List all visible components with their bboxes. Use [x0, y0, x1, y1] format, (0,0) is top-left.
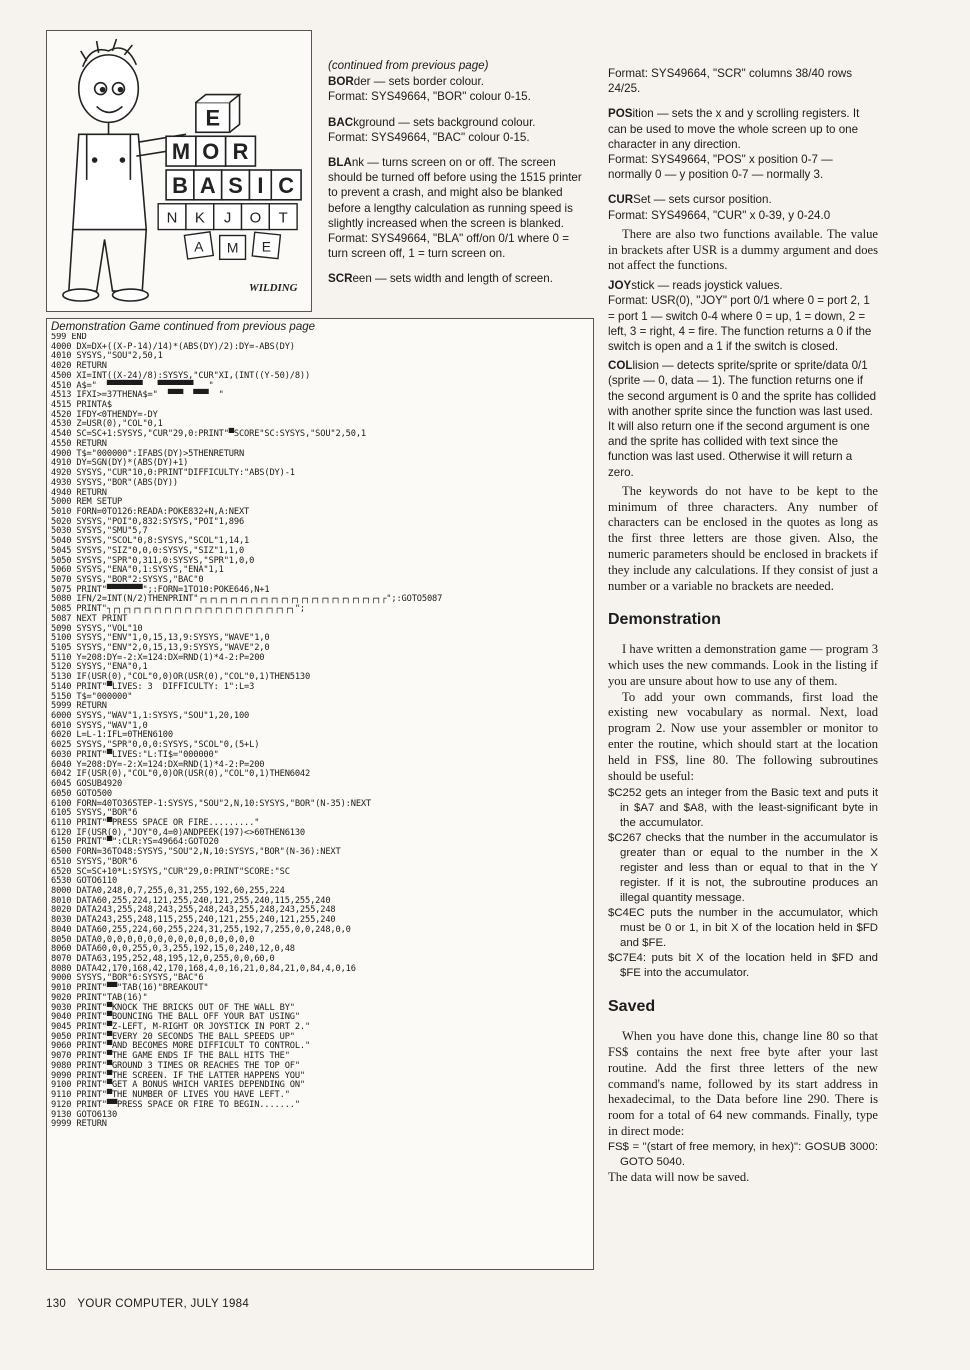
listing-line: 5150 T$="000000": [51, 691, 133, 702]
listing-line: 5050 SYSYS,"SPR"0,311,0:SYSYS,"SPR"1,0,0: [51, 555, 255, 566]
keyword-rest: een: [352, 272, 372, 286]
keyword-entry-background: [328, 115, 592, 145]
block-row3-letter: N: [166, 210, 178, 227]
keyword-entry-position: [608, 106, 878, 182]
listing-line: 8070 DATA63,195,252,48,195,12,0,255,0,0,60,0: [51, 954, 275, 964]
listing-line: 6025 SYSYS,"SPR"0,0,0:SYSYS,"SCOL"0,(5+L): [51, 740, 260, 751]
block-row2-letter: A: [199, 172, 216, 198]
boy-with-blocks-drawing: [47, 31, 311, 311]
listing-line: 5087 NEXT PRINT: [51, 613, 128, 624]
keyword-format: Format: SYS49664, "BOR" colour 0-15.: [328, 90, 531, 104]
listing-line: 5020 SYSYS,"POI"0,832:SYSYS,"POI"1,896: [51, 516, 245, 527]
listing-line: 4520 IFDY<0THENDY=-DY: [51, 409, 158, 420]
listing-line: 5060 SYSYS,"ENA"0,1:SYSYS,"ENA"1,1: [51, 565, 224, 576]
listing-line: 4010 SYSYS,"SOU"2,50,1: [51, 351, 163, 362]
listing-line: 9040 PRINT"▀BOUNCING THE BALL OFF YOUR BAT USING": [51, 1012, 300, 1023]
listing-line: 5999 RETURN: [51, 701, 107, 712]
listing-line: 5085 PRINT"┐┌┐┌┐┌┐┌┐┌┐┌┐┌┐┌┐┌┐┌┐┌┐┌┐┌┐┌┐┌┐┌┐┌┐┌┐";: [51, 604, 306, 615]
listing-line: 8030 DATA243,255,248,115,255,240,121,255,240,121,255,240: [51, 915, 336, 926]
keyword-entry-joystick: [608, 278, 878, 354]
body-text: When you have done this, change line 80 so that FS$ contains the next free byte after your last routine. Add the first three letters of the new command's name, followed by its start address in hexadecimal, to the Data before line 290. There is room for a total of 64 new commands. Finally, type in direct mode:: [608, 1029, 878, 1138]
listing-line: 4920 SYSYS,"CUR"10,0:PRINT"DIFFICULTY:"ABS(DY)-1: [51, 468, 295, 479]
keyword-entry-border: [328, 74, 592, 104]
listing-line: 8020 DATA243,255,248,243,255,248,243,255,248,243,255,248: [51, 905, 336, 916]
body-text: To add your own commands, first load the existing new vocabulary as normal. Next, load program 2. Now use your assembler or monitor to enter the routine, which should start at the location held in FS$, line 80. The following subroutines should be useful:: [608, 689, 878, 783]
listing-line: 5000 REM SETUP: [51, 497, 123, 508]
subroutine-item: $C4EC puts the number in the accumulator, which must be 0 or 1, in bit X of the location held in $FD and $FE.: [608, 907, 878, 950]
keyword-rest: kground: [353, 115, 396, 129]
listing-line: 4540 SC=SC+1:SYSYS,"CUR"29,0:PRINT"▀SCORE"SC:SYSYS,"SOU"2,50,1: [51, 429, 366, 440]
listing-line: 9020 PRINT"TAB(16)": [51, 992, 148, 1003]
article-body: [608, 484, 878, 1186]
listing-line: 6105 SYSYS,"BOR"6: [51, 808, 138, 819]
listing-line: 6530 GOTO6110: [51, 876, 118, 887]
listing-line: 4000 DX=DX+((X-P-14)/14)*(ABS(DY)/2):DY=-ABS(DY): [51, 341, 295, 352]
block-row1-letter: R: [232, 139, 249, 165]
listing-line: 8050 DATA0,0,0,0,0,0,0,0,0,0,0,0,0,0,0,0: [51, 934, 255, 945]
listing-line: 8080 DATA42,170,168,42,170,168,4,0,16,21,0,84,21,0,84,4,0,16: [51, 963, 356, 974]
listing-line: 5045 SYSYS,"SIZ"0,0,0:SYSYS,"SIZ"1,1,0: [51, 545, 245, 556]
listing-line: 9090 PRINT"▀THE SCREEN. IF THE LATTER HAPPENS YOU": [51, 1070, 306, 1081]
listing-line: 6120 IF(USR(0),"JOY"0,4=0)ANDPEEK(197)<>60THEN6130: [51, 827, 306, 838]
keyword: BAC: [328, 115, 354, 129]
keyword-description: — reads joystick values.: [654, 279, 783, 293]
page-footer: [46, 1298, 257, 1310]
code-snippet: FS$ = "(start of free memory, in hex)": GOSUB 3000: GOTO 5040.: [608, 1140, 878, 1168]
listing-line: 9120 PRINT"▀▀PRESS SPACE OR FIRE TO BEGIN.......": [51, 1099, 300, 1110]
right-column: [608, 66, 878, 1186]
keyword-description: — sets width and length of screen.: [371, 272, 553, 286]
listing-line: 6150 PRINT"▀":CLR:YS=49664:GOTO20: [51, 837, 219, 848]
listing-line: 4530 Z=USR(0),"COL"0,1: [51, 419, 163, 430]
listing-line: 5105 SYSYS,"ENV"2,0,15,13,9:SYSYS,"WAVE"2,0: [51, 643, 270, 653]
keyword: JOY: [608, 279, 632, 293]
listing-line: 5140 PRINT"▀LIVES: 3 DIFFICULTY: 1":L=3: [51, 681, 255, 692]
block-row4-letter: E: [261, 238, 271, 255]
listing-line: 6042 IF(USR(0),"COL"0,0)OR(USR(0),"COL"0,1)THEN6042: [51, 769, 311, 780]
keyword-rest: der: [353, 75, 371, 89]
listing-line: 4940 RETURN: [51, 487, 107, 498]
subroutine-item: $C252 gets an integer from the Basic text and puts it in $A7 and $A8, with the least-significant byte in the accumulator.: [608, 787, 878, 830]
keyword-description: — sets cursor position.: [650, 193, 772, 207]
listing-line: 6050 GOTO500: [51, 788, 112, 799]
screen-format: Format: SYS49664, "SCR" columns 38/40 rows 24/25.: [608, 67, 853, 96]
section-heading-demonstration: Demonstration: [608, 611, 721, 629]
listing-line: 5070 SYSYS,"BOR"2:SYSYS,"BAC"0: [51, 574, 204, 585]
listing-line: 6020 L=L-1:IFL=0THEN6100: [51, 730, 173, 741]
keyword-rest: Set: [633, 193, 651, 207]
listing-line: 5010 FORN=0TO126:READA:POKE832+N,A:NEXT: [51, 506, 250, 517]
keyword-entry-blank: [328, 155, 592, 261]
listing-line: 9100 PRINT"▀GET A BONUS WHICH VARIES DEPENDING ON": [51, 1080, 306, 1091]
listing-line: 9030 PRINT"▀KNOCK THE BRICKS OUT OF THE WALL BY": [51, 1002, 295, 1013]
listing-line: 4513 IFXI>=37THENA$=" ▀▀▀ ▀▀▀ ": [51, 390, 224, 401]
block-row3-letter: O: [249, 210, 262, 227]
keyword-rest: lision: [632, 359, 659, 373]
page-number: 130: [46, 1298, 67, 1310]
block-row2-letter: I: [257, 172, 264, 198]
keyword-description: — sets background colour.: [395, 115, 536, 129]
block-row2-letter: S: [228, 172, 243, 198]
listing-line: 9000 SYSYS,"BOR"6:SYSYS,"BAC"6: [51, 973, 204, 984]
listing-line: 6040 Y=208:DY=-2:X=124:DX=RND(1)*4-2:P=200: [51, 759, 265, 770]
listing-line: 8060 DATA60,0,0,255,0,3,255,192,15,0,240,12,0,48: [51, 944, 295, 955]
listing-line: 9110 PRINT"▀THE NUMBER OF LIVES YOU HAVE LEFT.": [51, 1090, 290, 1101]
listing-line: 6030 PRINT"▀LIVES:"L:TI$="000000": [51, 749, 219, 760]
body-text: The keywords do not have to be kept to the minimum of three characters. Any number of characters can be enclosed in the quotes as long as the first three letters are those given. Also, the numeric parameters should be enclosed in brackets if they include any calculations. If they consist of just a number or a variable no brackets are needed.: [608, 483, 878, 593]
listing-line: 6000 SYSYS,"WAV"1,1:SYSYS,"SOU"1,20,100: [51, 711, 250, 722]
listing-heading: Demonstration Game continued from previous page: [51, 321, 316, 333]
subroutine-item: $C267 checks that the number in the accumulator is greater than or equal to the number in the X register and less than or equal to that in the Y register. If it is not, the subroutine produces an illegal quantity message.: [608, 832, 878, 905]
keyword-rest: nk: [351, 156, 365, 170]
listing-line: 5080 IFN/2=INT(N/2)THENPRINT"┌┐┌┐┌┐┌┐┌┐┌┐┌┐┌┐┌┐┌┐┌┐┌┐┌┐┌┐┌┐┌┐┌┐┌┐┌";:GOTO5087: [51, 594, 443, 605]
listing-line: 6100 FORN=40TO36STEP-1:SYSYS,"SOU"2,N,10:SYSYS,"BOR"(N-35):NEXT: [51, 798, 372, 809]
block-row1-letter: O: [202, 139, 220, 165]
body-text: I have written a demonstration game — program 3 which uses the new commands. Look in the listing if you are unsure about how to use any of them.: [608, 642, 878, 688]
listing-line: 9999 RETURN: [51, 1119, 107, 1130]
listing-line: 5075 PRINT"▀▀▀▀▀▀▀";:FORN=1TO10:POKE646,N+1: [51, 584, 270, 595]
listing-line: 8040 DATA60,255,224,60,255,224,31,255,192,7,255,0,0,248,0,0: [51, 924, 351, 935]
cartoon-illustration: [46, 30, 312, 312]
keyword: BOR: [328, 75, 354, 89]
keyword-format: Format: SYS49664, "BAC" colour 0-15.: [328, 130, 530, 144]
listing-line: 5030 SYSYS,"SMU"5,7: [51, 526, 148, 537]
listing-line: 5120 SYSYS,"ENA"0,1: [51, 662, 148, 673]
listing-line: 599 END: [51, 333, 87, 342]
program-listing-box: [46, 318, 594, 1270]
keyword: BLA: [328, 156, 352, 170]
listing-line: 9070 PRINT"▀THE GAME ENDS IF THE BALL HITS THE": [51, 1051, 290, 1062]
listing-line: 4930 SYSYS,"BOR"(ABS(DY)): [51, 477, 179, 488]
listing-line: 6500 FORN=36TO48:SYSYS,"SOU"2,N,10:SYSYS,"BOR"(N-36):NEXT: [51, 847, 341, 858]
listing-line: 5110 Y=208:DY=-2:X=124:DX=RND(1)*4-2:P=200: [51, 652, 265, 663]
listing-line: 9080 PRINT"▀GROUND 3 TIMES OR REACHES THE TOP OF": [51, 1060, 300, 1071]
publication-name: YOUR COMPUTER, JULY 1984: [77, 1298, 250, 1310]
keyword-format: Format: SYS49664, "POS" x position 0-7 — normally 0 — y position 0-7 — normally 3.: [608, 153, 833, 182]
keyword-entry-curset: [608, 192, 878, 222]
listing-line: 9060 PRINT"▀AND BECOMES MORE DIFFICULT TO CONTROL.": [51, 1041, 311, 1052]
keyword-description: — sets border colour.: [370, 75, 484, 89]
keyword-rest: stick: [631, 279, 655, 293]
listing-line: 6510 SYSYS,"BOR"6: [51, 856, 138, 867]
listing-line: 6010 SYSYS,"WAV"1,0: [51, 720, 148, 731]
listing-line: 9130 GOTO6130: [51, 1109, 118, 1120]
listing-line: 8000 DATA0,248,0,7,255,0,31,255,192,60,255,224: [51, 885, 285, 896]
block-top-letter: E: [205, 105, 221, 131]
listing-line: 4910 DY=SGN(DY)*(ABS(DY)+1): [51, 458, 189, 469]
program-listing: [47, 333, 593, 1130]
body-text: There are also two functions available. The value in brackets after USR is a dummy argument and does not affect the functions.: [608, 226, 878, 273]
listing-line: 6520 SC=SC+10*L:SYSYS,"CUR"29,0:PRINT"SCORE:"SC: [51, 866, 290, 877]
keyword-format: Format: SYS49664, "BLA" off/on 0/1 where 0 = turn screen off, 1 = turn screen on.: [328, 232, 570, 261]
listing-line: 5100 SYSYS,"ENV"1,0,15,13,9:SYSYS,"WAVE"1,0: [51, 633, 270, 644]
keyword-format: Format: SYS49664, "CUR" x 0-39, y 0-24.0: [608, 208, 831, 222]
keyword-rest: ition: [632, 107, 654, 121]
listing-line: 4510 A$=" ▀▀▀▀▀▀▀ ▀▀▀▀▀▀▀ ": [51, 380, 214, 391]
keyword: CUR: [608, 193, 634, 207]
listing-line: 4515 PRINTA$: [51, 400, 112, 411]
keyword: SCR: [328, 272, 353, 286]
listing-line: 4500 XI=INT((X-24)/8):SYSYS,"CUR"XI,(INT((Y-50)/8)): [51, 370, 311, 381]
subroutine-item: $C7E4: puts bit X of the location held in $FD and $FE into the accumulator.: [608, 952, 878, 980]
keyword-entry-collision: [608, 358, 878, 480]
artist-signature: WILDING: [249, 282, 298, 295]
keyword-description: — sets the x and y scrolling registers. It can be used to move the whole screen up to one character in any direction.: [608, 107, 860, 151]
listing-line: 4900 T$="000000":IFABS(DY)>5THENRETURN: [51, 448, 245, 459]
listing-line: 5090 SYSYS,"VOL"10: [51, 623, 143, 634]
block-row3-letter: T: [278, 210, 288, 227]
listing-line: 6110 PRINT"▀PRESS SPACE OR FIRE.........": [51, 817, 260, 828]
middle-column: [328, 58, 592, 297]
keyword: COL: [608, 359, 633, 373]
keyword-description: — detects sprite/sprite or sprite/data 0/1 (sprite — 0, data — 1). The function returns one if the second argument is 0 and the sprite has collided with another sprite since the function was last used. It will also return one if the second argument is one and the sprite has collided with text since the function was last used. Otherwise it will return a zero.: [608, 359, 877, 479]
listing-line: 9050 PRINT"▀EVERY 20 SECONDS THE BALL SPEEDS UP": [51, 1031, 295, 1042]
block-row2-letter: B: [172, 172, 188, 198]
block-row2-letter: C: [278, 172, 295, 198]
block-row1-letter: M: [171, 139, 191, 165]
continued-note: (continued from previous page): [328, 59, 489, 72]
listing-line: 8010 DATA60,255,224,121,255,240,121,255,240,115,255,240: [51, 895, 331, 906]
keyword-description: — turns screen on or off. The screen should be turned off before using the 1515 printer to prevent a crash, and might also be blanked before a lengthy calculation as running speed is slightly increased when the screen is blanked.: [328, 156, 582, 230]
listing-line: 6045 GOSUB4920: [51, 779, 123, 790]
block-row4-letter: A: [194, 238, 204, 255]
section-heading-saved: Saved: [608, 998, 656, 1016]
keyword: POS: [608, 107, 633, 121]
listing-line: 5040 SYSYS,"SCOL"0,8:SYSYS,"SCOL"1,14,1: [51, 536, 250, 547]
body-text: The data will now be saved.: [608, 1169, 750, 1184]
listing-line: 4020 RETURN: [51, 361, 107, 372]
block-row3-letter: J: [223, 210, 232, 227]
listing-line: 9045 PRINT"▀Z-LEFT, M-RIGHT OR JOYSTICK IN PORT 2.": [51, 1022, 311, 1033]
keyword-format: Format: USR(0), "JOY" port 0/1 where 0 = port 2, 1 = port 1 — switch 0-4 where 0 = up, 1 = down, 2 = left, 3 = right, 4 = fire. The function returns a 0 if the switch is open and a 1 if the switch is closed.: [608, 294, 872, 354]
block-row3-letter: K: [194, 210, 205, 227]
functions-paragraph: [608, 227, 878, 274]
block-row4-letter: M: [226, 239, 239, 256]
keyword-entry-screen: [328, 271, 592, 286]
listing-line: 4550 RETURN: [51, 438, 107, 449]
listing-line: 9010 PRINT"▀▀"TAB(16)"BREAKOUT": [51, 983, 209, 994]
listing-line: 5130 IF(USR(0),"COL"0,0)OR(USR(0),"COL"0,1)THEN5130: [51, 672, 311, 683]
